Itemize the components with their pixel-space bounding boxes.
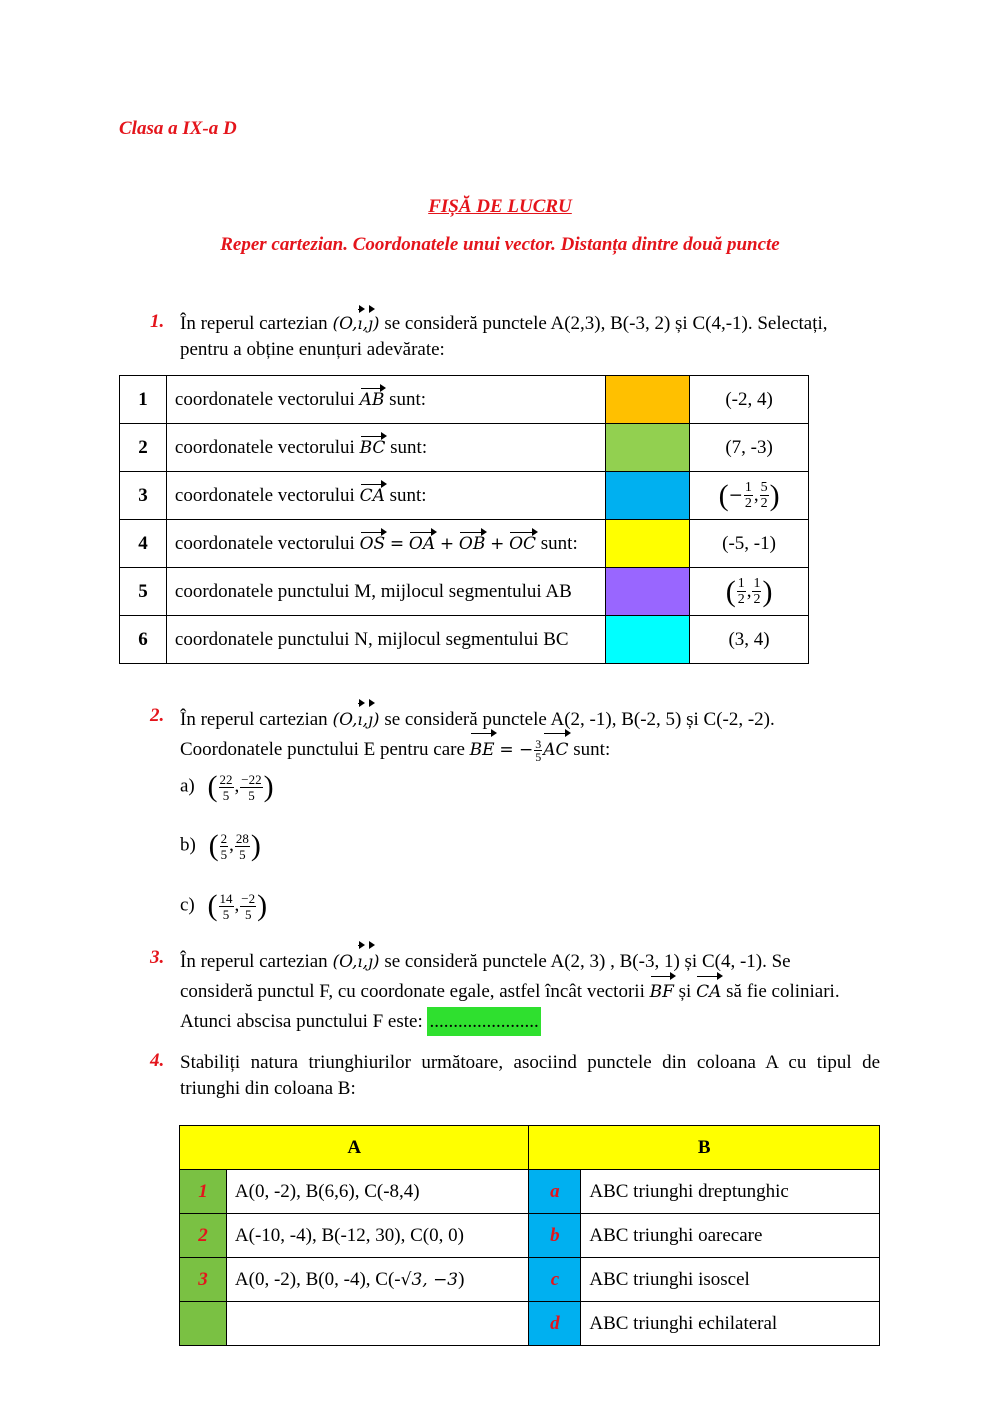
table-row: 1 coordonatele vectorului AB sunt: (-2, 4) (120, 376, 809, 424)
answer-color-slot[interactable] (606, 568, 690, 616)
table-row: 2 coordonatele vectorului BC sunt: (7, -3) (120, 424, 809, 472)
type-cell[interactable]: ABC triunghi echilateral (581, 1302, 880, 1346)
q2-text: În reperul cartezian (O,ı,ȷ) se consideră punctele A(2, -1), B(-2, 5) și C(-2, -2). Coordonatele punctului E pentru care BE = − $\frac{3}{5}$ AC sunt: (180, 705, 880, 765)
q4-text: Stabiliți natura triunghiurilor următoare, asociind punctele din coloana A cu tipul de triunghi din coloana B: (180, 1052, 880, 1099)
table-row: d ABC triunghi echilateral (180, 1302, 880, 1346)
answer-color-slot[interactable] (606, 472, 690, 520)
q2-number: 2. (150, 705, 165, 726)
q2-option-a[interactable]: a) ( $\frac{22}{5}$ , $\frac{-22}{5}$ ) (180, 770, 274, 803)
answer-choice[interactable]: (-2, 4) (690, 376, 809, 424)
points-cell[interactable] (226, 1302, 529, 1346)
type-cell[interactable]: ABC triunghi isoscel (581, 1258, 880, 1302)
table-row: 6 coordonatele punctului N, mijlocul segmentului BC (3, 4) (120, 616, 809, 664)
answer-color-slot[interactable] (606, 424, 690, 472)
q3-number: 3. (150, 947, 165, 968)
q2-option-b[interactable]: b) ( $\frac{2}{5}$ , $\frac{28}{5}$ ) (180, 829, 261, 862)
answer-color-slot[interactable] (606, 520, 690, 568)
column-a-header: A (180, 1126, 529, 1170)
column-b-header: B (529, 1126, 880, 1170)
answer-color-slot[interactable] (606, 616, 690, 664)
table-row: 5 coordonatele punctului M, mijlocul segmentului AB ( $\frac{1}{2}$ , $\frac{1}{2}$ ) (120, 568, 809, 616)
answer-color-slot[interactable] (606, 376, 690, 424)
answer-choice[interactable]: (-5, -1) (690, 520, 809, 568)
q2-option-c[interactable]: c) ( $\frac{14}{5}$ , $\frac{-2}{5}$ ) (180, 889, 268, 922)
points-cell[interactable]: A(0, -2), B(6,6), C(-8,4) (226, 1170, 529, 1214)
answer-choice[interactable]: (− $\frac{1}{2}$ , $\frac{5}{2}$ ) (690, 472, 809, 520)
q4-table (179, 1125, 880, 1346)
table-row: 2 A(-10, -4), B(-12, 30), C(0, 0) b ABC triunghi oarecare (180, 1214, 880, 1258)
table-row: 3 A(0, -2), B(0, -4), C(-√3, −3) c ABC triunghi isoscel (180, 1258, 880, 1302)
q1-number: 1. (150, 311, 165, 332)
table-row: 4 coordonatele vectorului OS = OA + OB + OC sunt: (-5, -1) (120, 520, 809, 568)
q3-answer-blank[interactable]: ....................... (427, 1007, 540, 1036)
table-row: 1 A(0, -2), B(6,6), C(-8,4) a ABC triunghi dreptunghic (180, 1170, 880, 1214)
answer-choice[interactable]: ( $\frac{1}{2}$ , $\frac{1}{2}$ ) (690, 568, 809, 616)
q4-number: 4. (150, 1050, 165, 1071)
table-row: 3 coordonatele vectorului CA sunt: (− $\frac{1}{2}$ , $\frac{5}{2}$ ) (120, 472, 809, 520)
answer-choice[interactable]: (7, -3) (690, 424, 809, 472)
page-subtitle: Reper cartezian. Coordonatele unui vector. Distanța dintre două puncte (220, 234, 780, 255)
type-cell[interactable]: ABC triunghi oarecare (581, 1214, 880, 1258)
q1-table (119, 375, 809, 664)
page-title: FIȘĂ DE LUCRU (428, 196, 572, 217)
q3-text: În reperul cartezian (O,ı,ȷ) se consideră punctele A(2, 3) , B(-3, 1) și C(4, -1). Se consideră punctul F, cu coordonate egale, astfel încât vectorii BF și CA să fie coliniari. Atunci abscisa punctului F este: ....................... (180, 947, 880, 1036)
points-cell[interactable]: A(0, -2), B(0, -4), C(-√3, −3) (226, 1258, 529, 1302)
class-label: Clasa a IX-a D (119, 118, 237, 139)
points-cell[interactable]: A(-10, -4), B(-12, 30), C(0, 0) (226, 1214, 529, 1258)
type-cell[interactable]: ABC triunghi dreptunghic (581, 1170, 880, 1214)
q1-text: În reperul cartezian (O,ı,ȷ) se consideră punctele A(2,3), B(-3, 2) și C(4,-1). Selectați, pentru a obține enunțuri adevărate: (180, 313, 828, 360)
answer-choice[interactable]: (3, 4) (690, 616, 809, 664)
